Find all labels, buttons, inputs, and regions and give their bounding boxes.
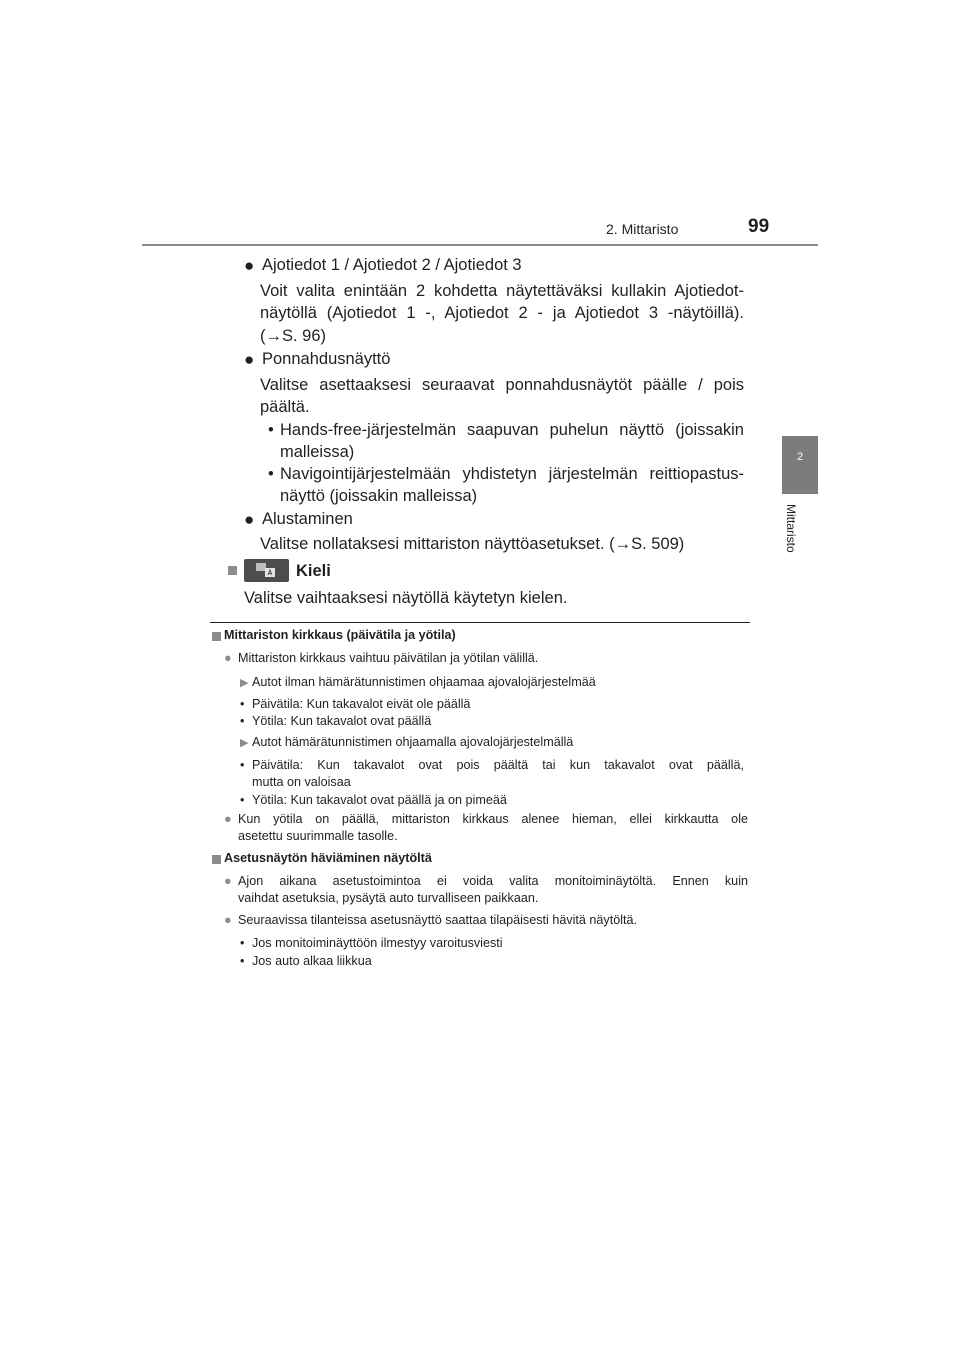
page-number: 99 bbox=[748, 216, 770, 237]
dot: • bbox=[240, 758, 245, 772]
section-divider bbox=[210, 622, 750, 623]
note1-case2-item1-line1: Päivätila: Kun takavalot ovat pois päältä tai kun takavalot ovat päällä, bbox=[252, 758, 744, 772]
item3-line: Valitse nollataksesi mittariston näyttöasetukset. (→S. 509) bbox=[260, 535, 685, 553]
language-settings-icon-graphic bbox=[244, 559, 289, 582]
item1-line2: näytöllä (Ajotiedot 1 -, Ajotiedot 2 - ja Ajotiedot 3 -näytöillä). bbox=[260, 304, 744, 322]
dot: • bbox=[240, 697, 245, 711]
item2-line1: Valitse asettaaksesi seuraavat ponnahdusnäytöt päälle / pois bbox=[260, 376, 744, 394]
note1-night-line1: Kun yötila on päällä, mittariston kirkkaus alenee hieman, ellei kirkkautta ole bbox=[238, 812, 748, 826]
running-header-section: 2. Mittaristo bbox=[606, 221, 679, 237]
item2-sub2-dot: • bbox=[268, 465, 274, 483]
triangle-icon: ▶ bbox=[240, 737, 249, 749]
note2-p1-line2: vaihdat asetuksia, pysäytä auto turvalliseen paikkaan. bbox=[238, 891, 539, 905]
language-settings-icon bbox=[244, 559, 289, 582]
item2-sub2-line1: Navigointijärjestelmään yhdistetyn järjestelmän reittiopastus- bbox=[280, 465, 744, 483]
note-marker bbox=[212, 855, 221, 864]
note1-intro-bullet: ● bbox=[224, 651, 232, 665]
item2-bullet bbox=[244, 348, 254, 372]
kieli-title: Kieli bbox=[296, 562, 331, 580]
item2-sub1-line2: malleissa) bbox=[280, 443, 355, 461]
note2-item2: Jos auto alkaa liikkua bbox=[252, 954, 372, 968]
chapter-tab bbox=[782, 436, 818, 494]
item3-title: Alustaminen bbox=[262, 510, 353, 528]
note1-case2-item2: Yötila: Kun takavalot ovat päällä ja on pimeää bbox=[252, 793, 507, 807]
note2-p1-bullet: ● bbox=[224, 874, 232, 888]
note-marker bbox=[212, 632, 221, 641]
chapter-tab-number: 2 bbox=[796, 451, 804, 463]
section-marker bbox=[228, 566, 237, 575]
item2-sub1-dot: • bbox=[268, 421, 274, 439]
item2-sub1-line1: Hands-free-järjestelmän saapuvan puhelun näyttö (joissakin bbox=[280, 421, 744, 439]
item1-line3: (→S. 96) bbox=[260, 327, 327, 345]
header-rule bbox=[142, 244, 818, 246]
note1-case2: Autot hämärätunnistimen ohjaamalla ajovalojärjestelmällä bbox=[252, 735, 574, 749]
item2-line2: päältä. bbox=[260, 398, 310, 416]
note1-case1-item1: Päivätila: Kun takavalot eivät ole päällä bbox=[252, 697, 471, 711]
note2-p2-bullet: ● bbox=[224, 913, 232, 927]
note1-case1: Autot ilman hämärätunnistimen ohjaamaa ajovalojärjestelmää bbox=[252, 675, 596, 689]
item3-bullet bbox=[244, 508, 254, 532]
chapter-tab-label bbox=[778, 500, 818, 580]
note2-heading: Asetusnäytön häviäminen näytöltä bbox=[224, 851, 432, 865]
chapter-tab-label-text: Mittaristo bbox=[784, 504, 798, 553]
item1-title: Ajotiedot 1 / Ajotiedot 2 / Ajotiedot 3 bbox=[262, 256, 522, 274]
note1-night-line2: asetettu suurimmalle tasolle. bbox=[238, 829, 398, 843]
item2-sub2-line2: näyttö (joissakin malleissa) bbox=[280, 487, 478, 505]
note1-case1-item2: Yötila: Kun takavalot ovat päällä bbox=[252, 714, 432, 728]
dot: • bbox=[240, 714, 245, 728]
item1-line1: Voit valita enintään 2 kohdetta näytettäväksi kullakin Ajotiedot- bbox=[260, 282, 744, 300]
kieli-line: Valitse vaihtaaksesi näytöllä käytetyn kielen. bbox=[244, 589, 568, 607]
bullet-icon: ● bbox=[244, 350, 255, 369]
dot: • bbox=[240, 793, 245, 807]
note2-p1-line1: Ajon aikana asetustoimintoa ei voida valita monitoiminäytöltä. Ennen kuin bbox=[238, 874, 748, 888]
dot: • bbox=[240, 936, 245, 950]
note2-p2: Seuraavissa tilanteissa asetusnäyttö saattaa tilapäisesti hävitä näytöltä. bbox=[238, 913, 638, 927]
dot: • bbox=[240, 954, 245, 968]
note1-night-bullet: ● bbox=[224, 812, 232, 826]
note1-heading: Mittariston kirkkaus (päivätila ja yötila) bbox=[224, 628, 456, 642]
item2-title: Ponnahdusnäyttö bbox=[262, 350, 391, 368]
item1-bullet bbox=[244, 254, 254, 278]
note2-item1: Jos monitoiminäyttöön ilmestyy varoitusviesti bbox=[252, 936, 503, 950]
note1-case2-item1-line2: mutta on valoisaa bbox=[252, 775, 351, 789]
triangle-icon: ▶ bbox=[240, 677, 249, 689]
bullet-icon: ● bbox=[244, 256, 255, 275]
note1-intro: Mittariston kirkkaus vaihtuu päivätilan ja yötilan välillä. bbox=[238, 651, 539, 665]
bullet-icon: ● bbox=[244, 510, 255, 529]
